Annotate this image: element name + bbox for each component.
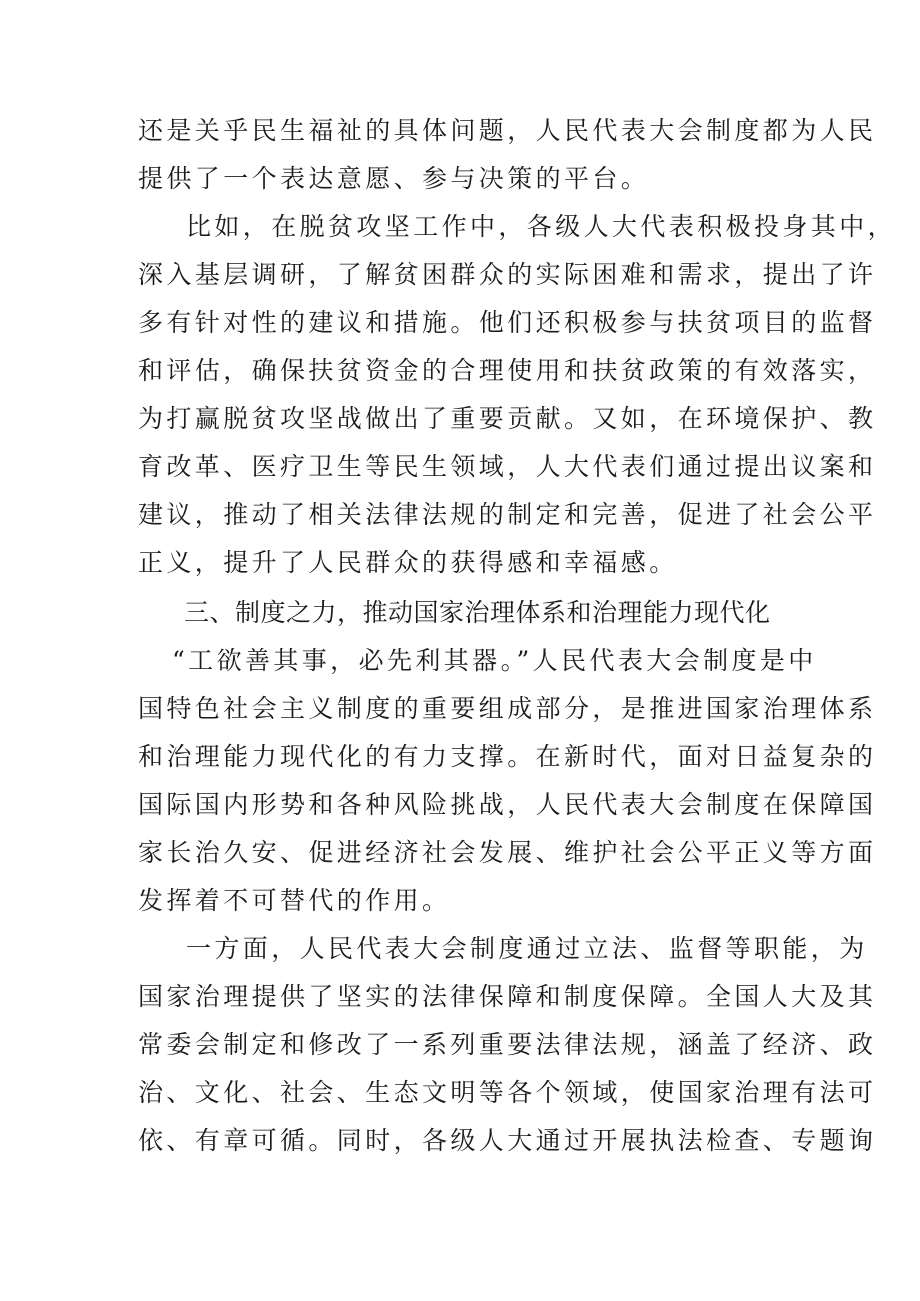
- paragraph-line: 还是关乎民生福祉的具体问题，人民代表大会制度都为人民: [138, 116, 877, 145]
- paragraph-line: 国特色社会主义制度的重要组成部分，是推进国家治理体系: [138, 694, 877, 723]
- paragraph-line: 和治理能力现代化的有力支撑。在新时代，面对日益复杂的: [138, 742, 877, 771]
- paragraph-line: 国家治理提供了坚实的法律保障和制度保障。全国人大及其: [138, 982, 877, 1011]
- paragraph-line: 和评估，确保扶贫资金的合理使用和扶贫政策的有效落实，: [138, 356, 877, 385]
- paragraph-first-line: 比如，在脱贫攻坚工作中，各级人大代表积极投身其中，: [186, 212, 897, 241]
- paragraph-line: 育改革、医疗卫生等民生领域，人大代表们通过提出议案和: [138, 452, 877, 481]
- paragraph-line: 常委会制定和修改了一系列重要法律法规，涵盖了经济、政: [138, 1030, 877, 1059]
- paragraph-line: 提供了一个表达意愿、参与决策的平台。: [138, 164, 650, 193]
- paragraph-line: 为打赢脱贫攻坚战做出了重要贡献。又如，在环境保护、教: [138, 404, 877, 433]
- section-heading: 三、制度之力，推动国家治理体系和治理能力现代化: [184, 598, 771, 627]
- paragraph-line: 治、文化、社会、生态文明等各个领域，使国家治理有法可: [138, 1078, 877, 1107]
- paragraph-line: 建议，推动了相关法律法规的制定和完善，促进了社会公平: [138, 500, 877, 529]
- paragraph-first-line: 一方面，人民代表大会制度通过立法、监督等职能，为: [186, 934, 868, 963]
- paragraph-line: 正义，提升了人民群众的获得感和幸福感。: [138, 548, 678, 577]
- paragraph-line: 多有针对性的建议和措施。他们还积极参与扶贫项目的监督: [138, 308, 877, 337]
- paragraph-line: 家长治久安、促进经济社会发展、维护社会公平正义等方面: [138, 838, 877, 867]
- paragraph-line: 依、有章可循。同时，各级人大通过开展执法检查、专题询: [138, 1126, 877, 1155]
- paragraph-line: 深入基层调研，了解贫困群众的实际困难和需求，提出了许: [138, 260, 877, 289]
- paragraph-first-line: “工欲善其事，必先利其器。”人民代表大会制度是中: [172, 646, 817, 675]
- paragraph-line: 国际国内形势和各种风险挑战，人民代表大会制度在保障国: [138, 790, 877, 819]
- paragraph-line: 发挥着不可替代的作用。: [138, 886, 451, 915]
